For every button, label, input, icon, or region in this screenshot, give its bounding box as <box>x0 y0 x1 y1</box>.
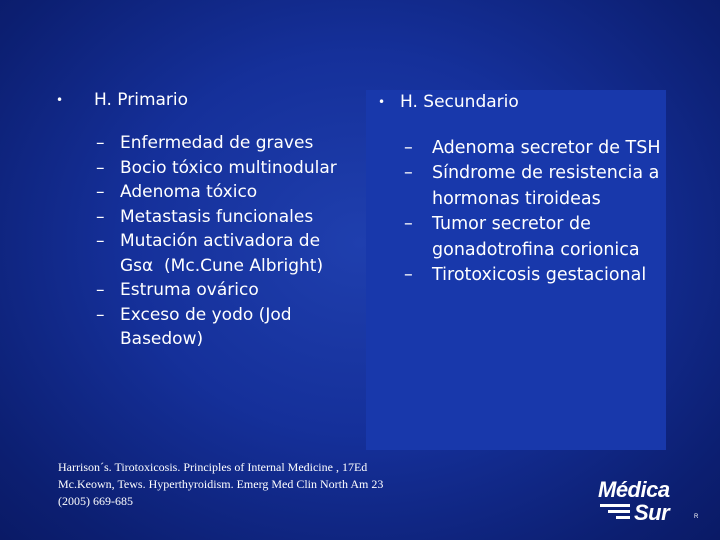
list-item-text: Mutación activadora de Gsα (Mc.Cune Albright) <box>120 231 326 276</box>
references <box>58 459 478 510</box>
list-item <box>378 136 668 161</box>
dash-icon: – <box>96 182 105 202</box>
dash-icon: – <box>404 138 413 158</box>
logo-line2: Sur <box>634 500 670 524</box>
list-item-text: Adenoma secretor de TSH <box>432 138 661 158</box>
primary-heading: H. Primario <box>94 90 189 110</box>
list-item <box>56 303 356 352</box>
list-item <box>56 205 356 230</box>
list-item <box>56 229 356 278</box>
primary-column <box>56 88 356 352</box>
list-item-text: Tumor secretor de gonadotrofina corionica <box>432 214 640 260</box>
secondary-heading-row <box>378 90 668 114</box>
list-item <box>378 212 668 263</box>
list-item <box>56 156 356 181</box>
dash-icon: – <box>96 157 105 178</box>
secondary-heading: H. Secundario <box>400 92 519 112</box>
secondary-list <box>378 136 668 288</box>
dash-icon: – <box>96 231 105 251</box>
dash-icon: – <box>96 206 105 227</box>
list-item <box>378 263 668 288</box>
list-item <box>378 161 668 212</box>
list-item <box>56 131 356 156</box>
dash-icon: – <box>404 265 413 286</box>
list-item <box>56 180 356 205</box>
dash-icon: – <box>404 214 413 235</box>
primary-list <box>56 131 356 352</box>
reference-line: Harrison´s. Tirotoxicosis. Principles of Internal Medicine , 17Ed <box>58 460 368 474</box>
list-item-text: Metastasis funcionales <box>120 206 314 227</box>
reference-line: (2005) 669-685 <box>58 494 133 508</box>
bullet-icon: • <box>56 93 64 107</box>
dash-icon: – <box>96 280 105 300</box>
reference-line: Mc.Keown, Tews. Hyperthyroidism. Emerg Med Clin North Am 23 <box>58 477 384 491</box>
dash-icon: – <box>96 133 105 153</box>
primary-heading-row <box>56 88 356 112</box>
list-item-text: Síndrome de resistencia a hormonas tiroideas <box>432 163 660 209</box>
dash-icon: – <box>404 163 413 184</box>
dash-icon: – <box>96 304 105 325</box>
logo-registered-mark: R <box>694 514 699 520</box>
secondary-column <box>378 90 668 288</box>
list-item-text: Bocio tóxico multinodular <box>120 157 337 178</box>
list-item-text: Exceso de yodo (Jod Basedow) <box>120 304 292 349</box>
list-item-text: Tirotoxicosis gestacional <box>432 265 647 286</box>
list-item-text: Enfermedad de graves <box>120 133 314 153</box>
medica-sur-logo <box>598 478 702 524</box>
list-item <box>56 278 356 303</box>
logo-line1: Médica <box>598 478 670 502</box>
list-item-text: Estruma ovárico <box>120 280 259 300</box>
bullet-icon: • <box>378 95 386 109</box>
list-item-text: Adenoma tóxico <box>120 182 258 202</box>
